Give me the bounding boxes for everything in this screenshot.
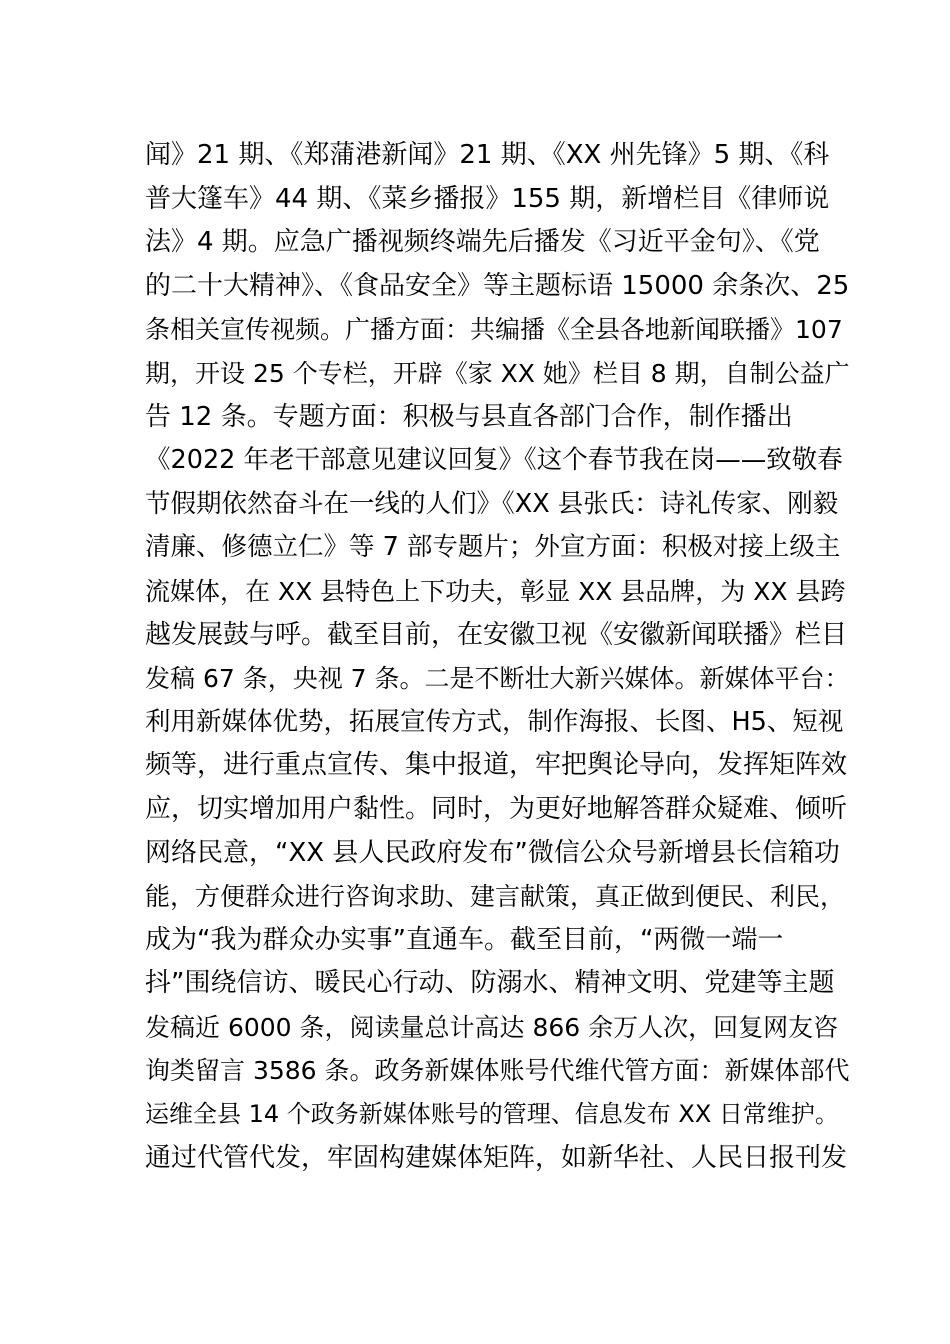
text-line: 抖”围绕信访、暖民心行动、防溺水、精神文明、党建等主题 (145, 968, 835, 999)
text-line: 普大篷车》44 期、《菜乡播报》155 期，新增栏目《律师说 (145, 183, 830, 214)
text-line: 运维全县 14 个政务新媒体账号的管理、信息发布 XX 日常维护。 (145, 1100, 839, 1129)
text-line: 询类留言 3586 条。政务新媒体账号代维代管方面：新媒体部代 (145, 1056, 850, 1086)
text-line: 越发展鼓与呼。截至目前，在安徽卫视《安徽新闻联播》栏目 (145, 619, 848, 650)
text-line: 通过代管代发，牢固构建媒体矩阵，如新华社、人民日报刊发 (145, 1142, 848, 1173)
text-line: 清廉、修德立仁》等 7 部专题片；外宣方面：积极对接上级主 (145, 532, 841, 563)
text-line: 闻》21 期、《郑蒲港新闻》21 期、《XX 州先锋》5 期、《科 (145, 140, 830, 170)
text-line: 期，开设 25 个专栏，开辟《家 XX 她》栏目 8 期，自制公益广 (145, 358, 850, 388)
text-line: 频等，进行重点宣传、集中报道，牢把舆论导向，发挥矩阵效 (145, 750, 848, 781)
body-paragraph (145, 134, 850, 1180)
text-line: 能，方便群众进行咨询求助、建言献策，真正做到便民、利民， (145, 882, 846, 912)
text-line: 《2022 年老干部意见建议回复》《这个春节我在岗——致敬春 (145, 445, 843, 476)
text-line: 成为“我为群众办实事”直通车。截至目前，“两微一端一 (145, 924, 784, 955)
text-line: 条相关宣传视频。广播方面：共编播《全县各地新闻联播》107 (145, 315, 843, 345)
text-line: 网络民意，“XX 县人民政府发布”微信公众号新增县长信箱功 (145, 837, 840, 868)
text-line: 法》4 期。应急广播视频终端先后播发《习近平金句》、《党 (145, 227, 820, 258)
text-line: 利用新媒体优势，拓展宣传方式，制作海报、长图、H5、短视 (145, 706, 844, 737)
text-line: 发稿近 6000 条，阅读量总计高达 866 余万人次，回复网友咨 (145, 1012, 839, 1042)
text-line: 告 12 条。专题方面：积极与县直各部门合作，制作播出 (145, 401, 793, 432)
text-line: 流媒体，在 XX 县特色上下功夫，彰显 XX 县品牌，为 XX 县跨 (145, 576, 846, 606)
text-line: 的二十大精神》、《食品安全》等主题标语 15000 余条次、25 (145, 270, 850, 301)
text-line: 发稿 67 条，央视 7 条。二是不断壮大新兴媒体。新媒体平台： (145, 664, 850, 694)
text-line: 应，切实增加用户黏性。同时，为更好地解答群众疑难、倾听 (145, 793, 848, 824)
text-line: 节假期依然奋斗在一线的人们》《XX 县张氏：诗礼传家、刚毅 (145, 488, 839, 519)
